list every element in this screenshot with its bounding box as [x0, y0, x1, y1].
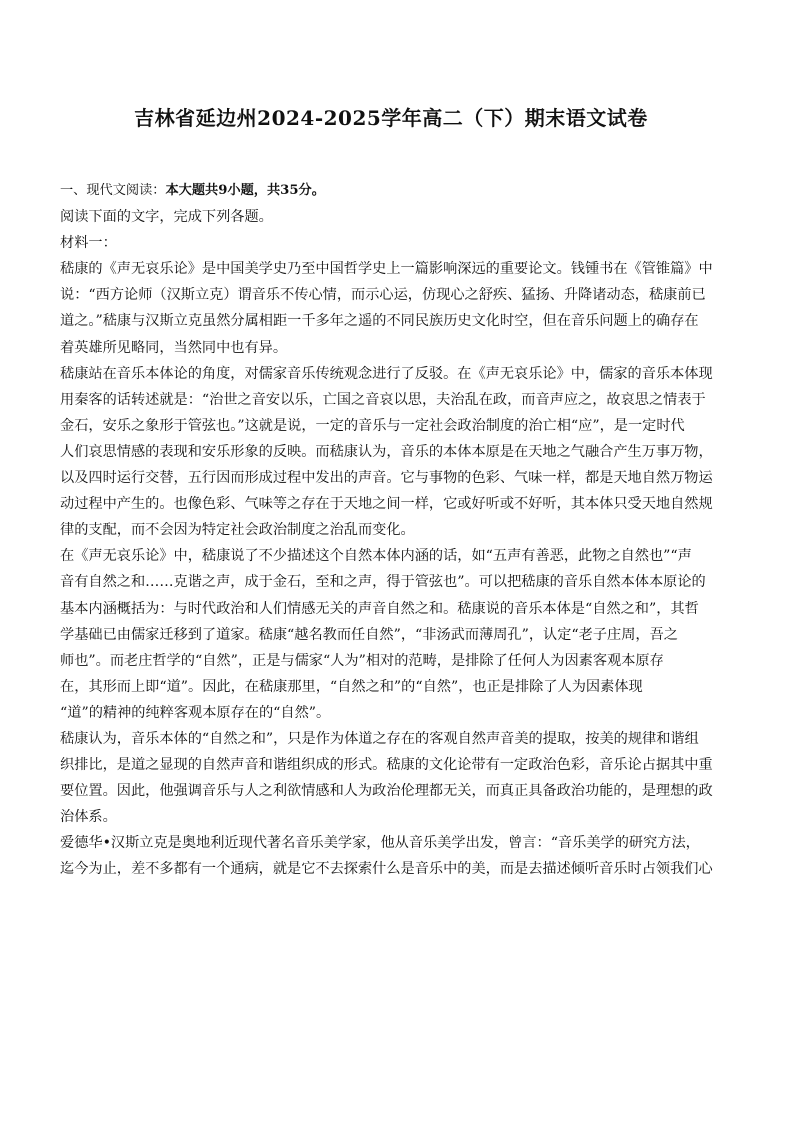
paragraph-line: 金石，安乐之象形于管弦也。”这就是说，一定的音乐与一定社会政治制度的治亡相“应”，是一定时代: [60, 417, 685, 434]
paragraph-line: 着英雄所见略同，当然同中也有异。: [60, 339, 288, 356]
paragraph-line: 动过程中产生的。也像色彩、气味等之存在于天地之间一样，它或好听或不好听，其本体只受天地自然规: [60, 496, 713, 513]
section-heading: [60, 178, 722, 204]
paragraph-line: 用秦客的话转述就是：“治世之音安以乐，亡国之音哀以思，夫治乱在政，而音声应之，故哀思之情表于: [60, 391, 706, 408]
paragraph-line: 爱德华•汉斯立克是奥地利近现代著名音乐美学家，他从音乐美学出发，曾言：“音乐美学的研究方法，: [60, 835, 700, 852]
paragraph-line: 学基础已由儒家迁移到了道家。嵇康“越名教而任自然”，“非汤武而薄周孔”，认定“老子庄周，吾之: [60, 626, 678, 643]
section-heading-label: 一、现代文阅读：: [60, 183, 166, 198]
paragraph-line: 以及四时运行交替，五行因而形成过程中发出的声音。它与事物的色彩、气味一样，都是天地自然万物运: [60, 470, 713, 487]
paragraph-line: 说：“西方论师（汉斯立克）谓音乐不传心情，而示心运，仿现心之舒疾、猛扬、升降诸动态，嵇康前已: [60, 287, 706, 304]
paragraph-line: “道”的精神的纯粹客观本原存在的“自然”。: [60, 704, 331, 721]
paragraph-line: 嵇康认为，音乐本体的“自然之和”，只是作为体道之存在的客观自然声音美的提取，按美的规律和谐组: [60, 730, 699, 747]
paragraph: [60, 543, 722, 726]
section-heading-detail: 本大题共9小题，共35分。: [165, 183, 325, 198]
paragraph-line: 要位置。因此，他强调音乐与人之利欲情感和人为政治伦理都无关，而真正具备政治功能的，是理想的政: [60, 783, 713, 800]
material-label: 材料一：: [60, 235, 117, 252]
paragraph: [60, 830, 722, 882]
paragraph-line: 织排比，是道之显现的自然声音和谐组织成的形式。嵇康的文化论带有一定政治色彩，音乐论占据其中重: [60, 757, 713, 774]
paragraph-line: 治体系。: [60, 809, 117, 826]
paragraph-line: 音有自然之和……克谐之声，成于金石，至和之声，得于管弦也”。可以把嵇康的音乐自然本体本原论的: [60, 574, 706, 591]
document-body: [60, 178, 722, 883]
paragraph-line: 基本内涵概括为：与时代政治和人们情感无关的声音自然之和。嵇康说的音乐本体是“自然之和”，其哲: [60, 600, 699, 617]
paragraph-line: 在《声无哀乐论》中，嵇康说了不少描述这个自然本体内涵的话，如“五声有善恶，此物之自然也”“声: [60, 548, 692, 565]
document-title: 吉林省延边州2024-2025学年高二（下）期末语文试卷: [134, 106, 648, 130]
paragraph-line: 在，其形而上即“道”。因此，在嵇康那里，“自然之和”的“自然”，也正是排除了人为因素体现: [60, 678, 643, 695]
reading-instructions: 阅读下面的文字，完成下列各题。: [60, 209, 273, 226]
paragraph-line: 师也”。而老庄哲学的“自然”，正是与儒家“人为”相对的范畴，是排除了任何人为因素客观本原存: [60, 652, 664, 669]
paragraph-line: 人们哀思情感的表现和安乐形象的反映。而嵇康认为，音乐的本体本原是在天地之气融合产生万事万物，: [60, 443, 713, 460]
paragraph-line: 律的支配，而不会因为特定社会政治制度之治乱而变化。: [60, 522, 415, 539]
paragraph-line: 迄今为止，差不多都有一个通病，就是它不去探索什么是音乐中的美，而是去描述倾听音乐时占领我们心: [60, 861, 713, 878]
paragraph: [60, 726, 722, 830]
paragraph-line: 道之。”嵇康与汉斯立克虽然分属相距一千多年之遥的不同民族历史文化时空，但在音乐问题上的确存在: [60, 313, 699, 330]
paragraph: [60, 361, 722, 544]
paragraph: [60, 256, 722, 360]
paragraph-line: 嵇康站在音乐本体论的角度，对儒家音乐传统观念进行了反驳。在《声无哀乐论》中，儒家的音乐本体现: [60, 365, 713, 382]
paragraph-line: 嵇康的《声无哀乐论》是中国美学史乃至中国哲学史上一篇影响深远的重要论文。钱锺书在《管锥篇》中: [60, 261, 713, 278]
